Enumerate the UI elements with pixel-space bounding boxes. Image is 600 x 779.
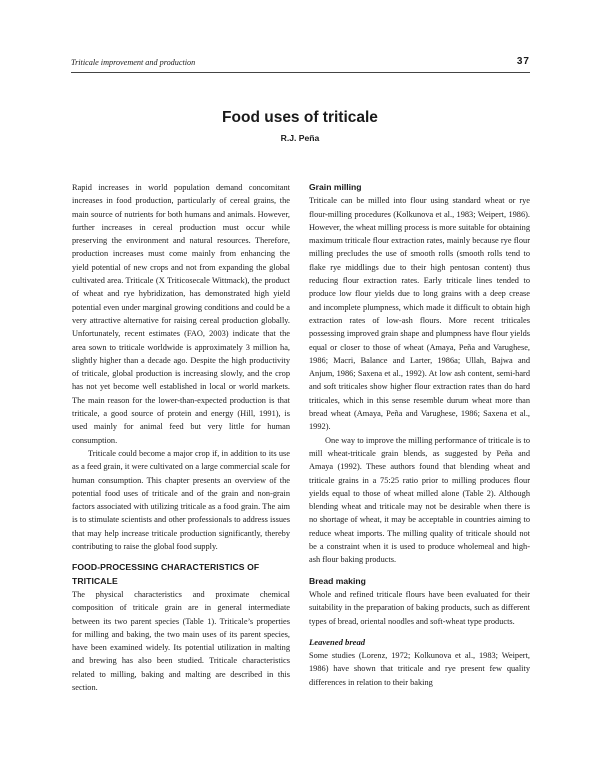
section-paragraph-1: The physical characteristics and proximate chemical composition of triticale grain are in general intermediate between its two parent species (Table 1). Triticale’s properties for milling and baking, the two main uses of its parent species, have been examined widely. Its potential utilization in malting and brewing has also been studied. Triticale characteristics related to milling, baking and malting are described in this section. [72, 589, 290, 692]
article-author: R.J. Peña [280, 133, 320, 143]
intro-paragraph-1: Rapid increases in world population demand concomitant increases in food production, particularly of cereal grains, the main source of nutrients for both humans and animals. However, further increases in cereal production must occur while preserving the environment and natural resources. Therefore, production increases must come mainly from enhancing the yield potential of new crops and not from expanding the global cultivated area. Triticale (X Triticosecale Wittmack), the product of wheat and rye hybridization, has demonstrated high yield potential even under marginal growing conditions and could be a very attractive alternative for raising cereal production globally. Unfortunately, recent estimates (FAO, 2003) indicate that the area sown to triticale worldwide is approximately 3 million ha, slightly higher than a decade ago. Despite the high productivity of triticale, global production is increasing slowly, and the crop has not yet become well established in local or world markets. The main reason for the lower-than-expected production is that triticale, a good source of protein and energy (Hill, 1991), is used mainly for animal feed but very little for human consumption. [72, 183, 290, 445]
leavened-paragraph-1: Some studies (Lorenz, 1972; Kolkunova et al., 1983; Weipert, 1986) have shown that triticale and rye present few quality differences in relation to their baking [309, 651, 530, 687]
heading-bread-making: Bread making [309, 575, 366, 586]
milling-paragraph-1: Triticale can be milled into flour using standard wheat or rye flour-milling procedures (Kolkunova et al., 1983; Weipert, 1986). However, the wheat milling process is more suitable for obtaining maximum triticale flour extraction rates, mainly because rye flour milling precludes the use of smooth rolls (smooth rolls tend to flake rye middlings due to their high pentosan content) thus reducing flour extraction rates. Early triticale lines tended to produce low flour yields due to long grains with a deep crease and incomplete plumpness, which made it difficult to obtain high extraction rates of low-ash flours. More recent triticales possessing improved grain shape and plumpness have flour yields equal or closer to those of wheat (Amaya, Peña and Varughese, 1986; Macri, Balance and Larter, 1986a; Ullah, Bajwa and Anjum, 1986; Saxena et al., 1992). At low ash content, semi-hard and soft triticales show higher flour extraction rates than do hard triticales, which in this sense resemble durum wheat more than bread wheat (Amaya, Peña and Varughese, 1986; Saxena et al., 1992). [309, 196, 530, 432]
milling-paragraph-2: One way to improve the milling performance of triticale is to mill wheat-triticale grain blends, as suggested by Peña and Amaya (1992). These authors found that blending wheat and triticale grains in a 75:25 ratio prior to milling produces flour yields equal to those of wheat milled alone (Table 2). Although blending wheat and triticale may not be desirable when there is no shortage of wheat, it may be acceptable in countries aiming to reduce wheat imports. The milling quality of triticale should not be a constraint when it is used to produce wholemeal and high-ash flour baking products. [309, 435, 530, 565]
intro-paragraph-2: Triticale could become a major crop if, in addition to its use as a feed grain, it were cultivated on a large commercial scale for human consumption. This chapter presents an overview of the potential food uses of triticale and of the grain and non-grain factors associated with utilizing triticale as a food grain. The aim is to stimulate scientists and other professionals to address issues that may help increase triticale production significantly, thereby contributing to raise the global food supply. [72, 448, 290, 552]
heading-leavened-bread: Leavened bread [309, 636, 366, 647]
running-head [71, 56, 530, 73]
right-column [309, 181, 530, 689]
page-number: 37 [516, 56, 530, 67]
running-title: Triticale improvement and production [71, 58, 196, 67]
article-title: Food uses of triticale [222, 109, 378, 126]
bread-paragraph-1: Whole and refined triticale flours have been evaluated for their suitability in the preparation of baking products, such as different types of bread, oriental noodles and soft-wheat type products. [309, 589, 530, 626]
heading-grain-milling: Grain milling [309, 182, 362, 192]
section-heading-food-processing: FOOD-PROCESSING CHARACTERISTICS OF TRITICALE [72, 562, 260, 586]
left-column [72, 181, 290, 694]
